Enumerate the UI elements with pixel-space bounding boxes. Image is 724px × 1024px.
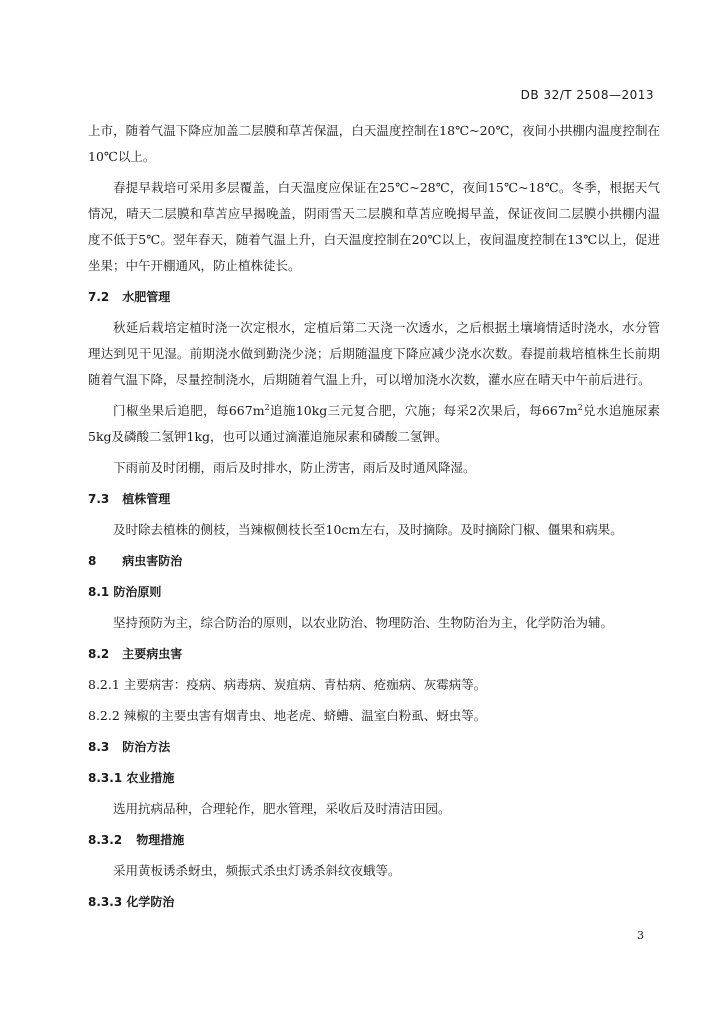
heading-title: 病虫害防治 xyxy=(122,554,183,568)
document-body xyxy=(88,118,660,920)
heading-8-3-3: 8.3.3 化学防治 xyxy=(88,895,175,909)
heading-8 xyxy=(88,548,660,574)
heading-title: 主要病虫害 xyxy=(122,647,183,661)
paragraph-control-principle: 坚持预防为主，综合防治的原则，以农业防治、物理防治、生物防治为主，化学防治为辅。 xyxy=(113,615,614,630)
heading-number: 8 xyxy=(88,554,97,568)
heading-title: 水肥管理 xyxy=(122,290,171,304)
page-number: 3 xyxy=(637,929,644,942)
paragraph-physical-measures: 采用黄板诱杀蚜虫，频振式杀虫灯诱杀斜纹夜蛾等。 xyxy=(113,863,401,878)
heading-title: 植株管理 xyxy=(122,492,171,506)
heading-8-3 xyxy=(88,734,660,760)
heading-title: 物理措施 xyxy=(136,833,185,847)
heading-number: 8.3.2 xyxy=(88,833,123,847)
document-code: DB 32/T 2508—2013 xyxy=(520,88,654,102)
paragraph-plant-management: 及时除去植株的侧枝，当辣椒侧枝长至10cm左右，及时摘除。及时摘除门椒、僵果和病果。 xyxy=(113,522,623,537)
paragraph-temperature-spring: 春提早栽培可采用多层覆盖，白天温度应保证在25℃~28℃，夜间15℃~18℃。冬季，根据天气情况，晴天二层膜和草苫应早揭晚盖，阴雨雪天二层膜和草苫应晚揭早盖，保证夜间二层膜小拱棚内温度不低于5℃。翌年春天，随着气温上升，白天温度控制在20℃以上，夜间温度控制在13℃以上，促进坐果；中午开棚通风，防止植株徒长。 xyxy=(88,180,660,273)
paragraph-agricultural-measures: 选用抗病品种，合理轮作，肥水管理，采收后及时清洁田园。 xyxy=(113,801,451,816)
heading-number: 7.3 xyxy=(88,492,110,506)
paragraph-watering: 秋延后栽培定植时浇一次定根水，定植后第二天浇一次透水，之后根据土壤墒情适时浇水，水分管理达到见干见湿。前期浇水做到勤浇少浇；后期随温度下降应减少浇水次数。春提前栽培植株生长前期随着气温下降，尽量控制浇水，后期随着气温上升，可以增加浇水次数，灌水应在晴天中午前后进行。 xyxy=(88,320,660,387)
paragraph-rain-management: 下雨前及时闭棚，雨后及时排水，防止涝害，雨后及时通风降湿。 xyxy=(113,460,476,475)
heading-8-3-1: 8.3.1 农业措施 xyxy=(88,771,175,785)
heading-7-3 xyxy=(88,486,660,512)
heading-number: 7.2 xyxy=(88,290,110,304)
heading-title: 防治方法 xyxy=(122,740,171,754)
heading-8-3-2 xyxy=(88,827,660,853)
heading-7-2 xyxy=(88,284,660,310)
heading-number: 8.3 xyxy=(88,740,110,754)
paragraph-temperature-autumn: 上市，随着气温下降应加盖二层膜和草苫保温，白天温度控制在18℃~20℃，夜间小拱棚内温度控制在10℃以上。 xyxy=(88,123,660,164)
paragraph-fertilizing: 门椒坐果后追肥，每$667m^2$追施10kg三元复合肥，穴施；每采2次果后，每$667m^2$兑水追施尿素5kg及磷酸二氢钾1kg，也可以通过滴灌追施尿素和磷酸二氢钾。 xyxy=(88,402,660,444)
heading-number: 8.2 xyxy=(88,647,110,661)
heading-8-1: 8.1 防治原则 xyxy=(88,585,162,599)
paragraph-main-diseases: 8.2.1 主要病害：疫病、病毒病、炭疽病、青枯病、疮痂病、灰霉病等。 xyxy=(88,677,487,692)
heading-8-2 xyxy=(88,641,660,667)
paragraph-main-pests: 8.2.2 辣椒的主要虫害有烟青虫、地老虎、蛴螬、温室白粉虱、蚜虫等。 xyxy=(88,708,487,723)
